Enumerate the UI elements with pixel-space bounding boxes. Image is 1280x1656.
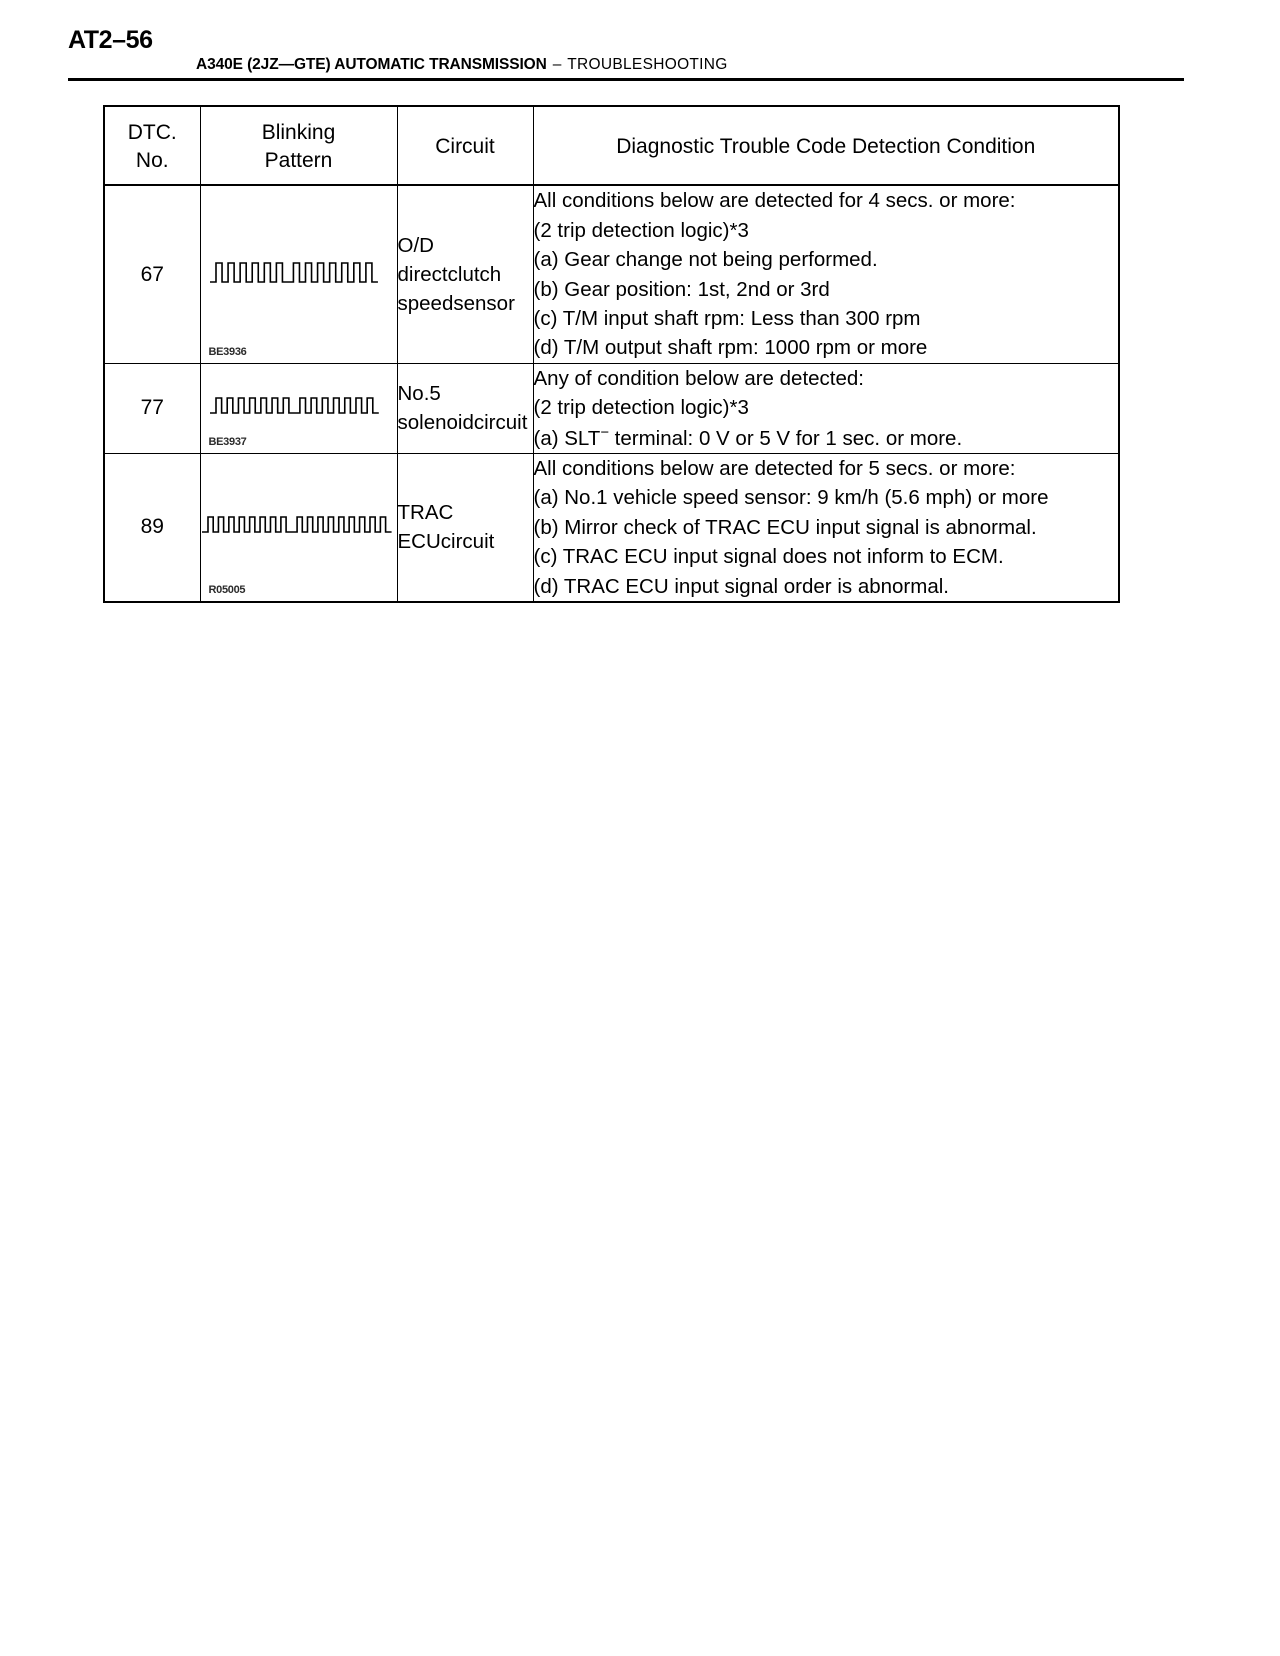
blink-waveform-icon	[201, 512, 401, 542]
table-header	[104, 106, 1119, 185]
text-line: Any of condition below are detected:	[533, 366, 864, 390]
column-header-dtc-no-line1: DTC.	[127, 121, 177, 144]
dtc-table	[103, 105, 1120, 603]
figure-reference-code: BE3937	[208, 435, 247, 448]
text-line: circuit	[473, 411, 528, 435]
text-line: (a) No.1 vehicle speed sensor: 9 km/h (5.6 mph) or more	[533, 486, 1049, 510]
figure-reference-code: BE3936	[208, 345, 247, 358]
table-row	[104, 185, 1119, 363]
column-header-detection-condition	[533, 106, 1119, 185]
blinking-pattern-cell	[200, 363, 397, 453]
dtc-number-cell: 77	[104, 363, 200, 453]
text-line: (c) TRAC ECU input signal does not inform to ECM.	[533, 545, 1004, 569]
text-line: (a) SLT− terminal: 0 V or 5 V for 1 sec. or more.	[533, 424, 963, 450]
column-header-circuit	[397, 106, 533, 185]
running-head-section: TROUBLESHOOTING	[567, 56, 728, 73]
blinking-pattern-cell	[200, 185, 397, 363]
text-line: All conditions below are detected for 5 secs. or more:	[533, 456, 1016, 480]
column-header-dtc-no-line2: No.	[135, 148, 169, 172]
running-head	[196, 56, 728, 74]
column-header-dtc-no	[104, 106, 200, 185]
superscript-minus: −	[600, 424, 609, 441]
detection-condition-cell	[533, 185, 1119, 363]
text-line: (a) Gear change not being performed.	[533, 248, 878, 272]
text-line: circuit	[440, 530, 495, 554]
text-line: clutch speed	[397, 263, 502, 316]
text-line: All conditions below are detected for 4 secs. or more:	[533, 189, 1016, 213]
figure-reference-code: R05005	[208, 583, 246, 596]
text-line: sensor	[453, 292, 515, 316]
text-line: (d) T/M output shaft rpm: 1000 rpm or more	[533, 336, 928, 360]
text-line: (c) T/M input shaft rpm: Less than 300 rpm	[533, 307, 921, 331]
blink-waveform-icon	[209, 258, 389, 292]
running-head-title: A340E (2JZ—GTE) AUTOMATIC TRANSMISSION	[196, 56, 547, 73]
table-header-row	[104, 106, 1119, 185]
text-line: (b) Gear position: 1st, 2nd or 3rd	[533, 277, 830, 301]
detection-condition-cell	[533, 363, 1119, 453]
detection-condition-cell	[533, 453, 1119, 602]
dtc-number-cell: 89	[104, 453, 200, 602]
text-line: (2 trip detection logic)*3	[533, 218, 749, 242]
column-header-blinking-pattern	[200, 106, 397, 185]
table-body	[104, 185, 1119, 602]
circuit-cell	[397, 453, 533, 602]
text-line: (d) TRAC ECU input signal order is abnormal.	[533, 574, 949, 598]
column-header-detection-condition-label: Diagnostic Trouble Code Detection Condition	[616, 134, 1036, 158]
header-divider	[68, 78, 1184, 81]
blink-waveform-icon	[209, 393, 389, 423]
dtc-number-cell: 67	[104, 185, 200, 363]
text-line: (2 trip detection logic)*3	[533, 396, 749, 420]
text-line: O/D direct	[397, 233, 448, 287]
circuit-cell	[397, 363, 533, 453]
column-header-blinking-pattern-line1: Blinking	[261, 121, 336, 144]
text-line: (b) Mirror check of TRAC ECU input signal is abnormal.	[533, 515, 1037, 539]
column-header-blinking-pattern-line2: Pattern	[264, 148, 333, 172]
blinking-pattern-cell	[200, 453, 397, 602]
running-head-separator: –	[552, 56, 562, 73]
table-row	[104, 453, 1119, 602]
text-line: No.5 solenoid	[397, 382, 474, 435]
table-row	[104, 363, 1119, 453]
dtc-table-container	[103, 105, 1118, 603]
circuit-cell	[397, 185, 533, 363]
page-number: AT2–56	[68, 26, 153, 54]
text-line: TRAC ECU	[397, 501, 454, 554]
column-header-circuit-label: Circuit	[435, 134, 495, 158]
